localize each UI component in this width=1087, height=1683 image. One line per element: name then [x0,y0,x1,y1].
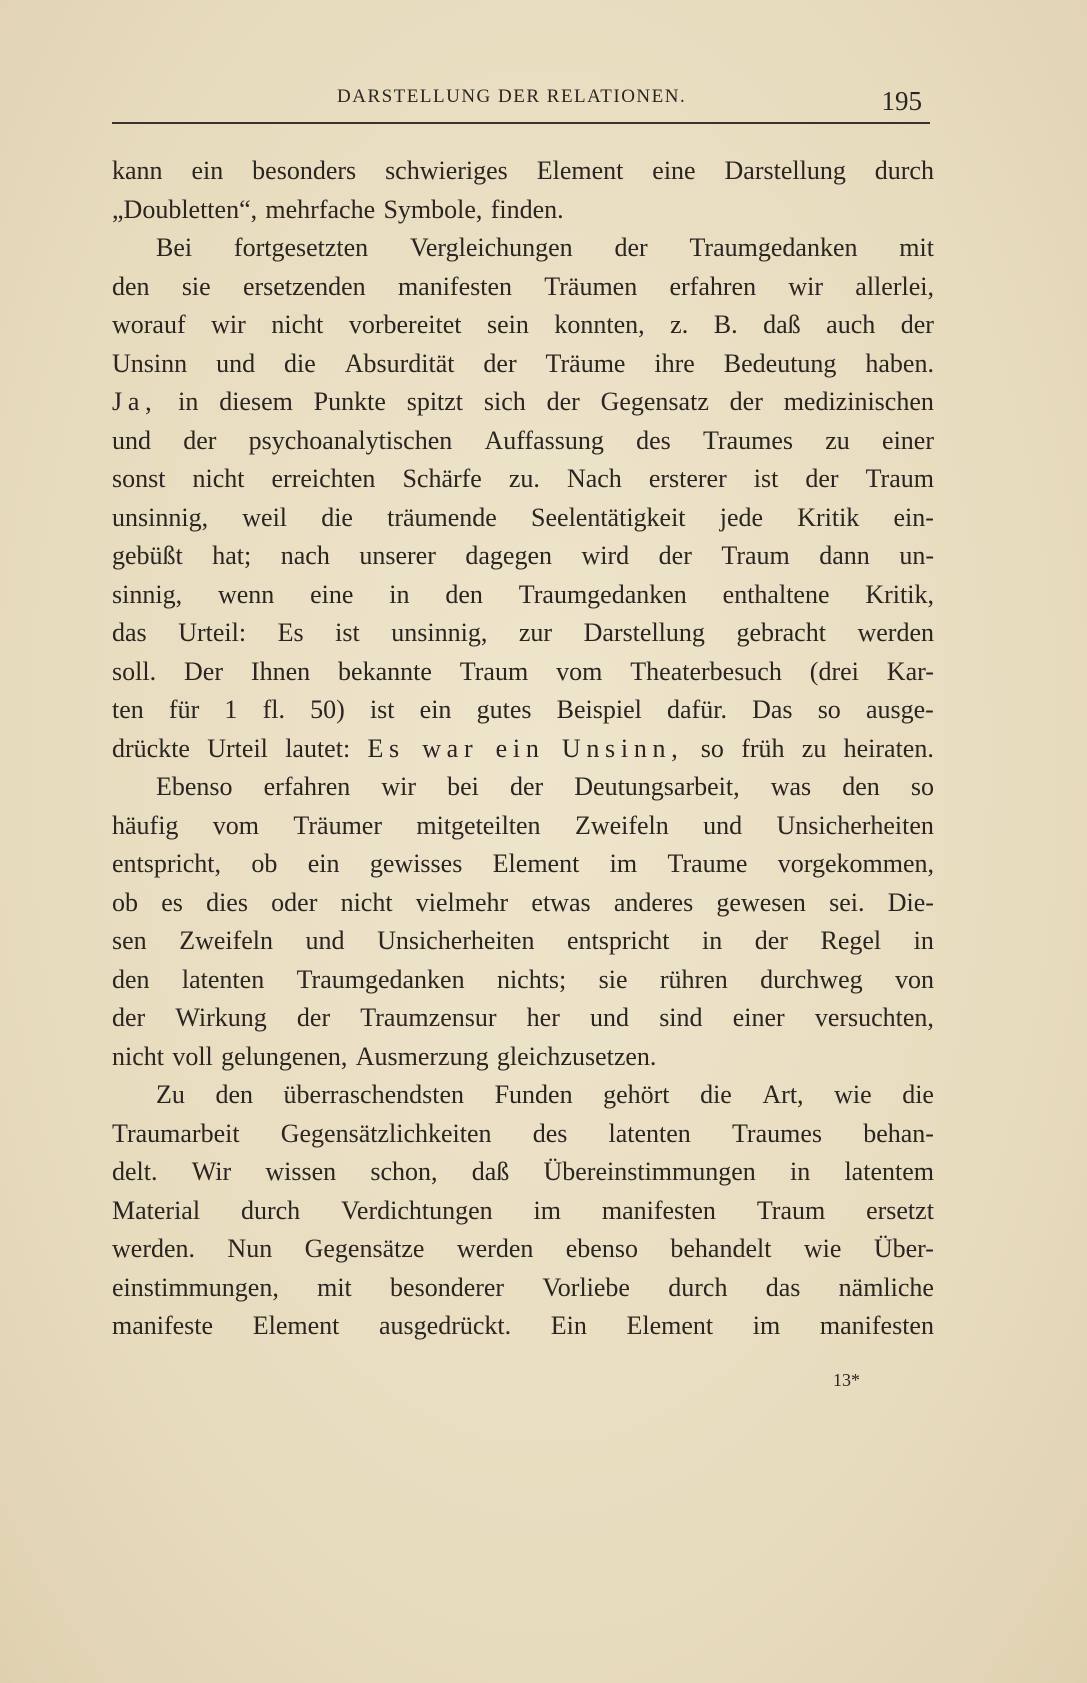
word: Element [626,1311,714,1340]
word: dagegen [465,541,552,570]
word: nach [280,541,330,570]
word: Unsinn [112,348,188,378]
word: war [422,733,479,763]
word: ihre [654,348,695,378]
text-line [112,691,934,730]
word: soll. [112,656,157,686]
word: Seelentätigkeit [531,502,686,532]
text-line [112,614,934,653]
word: Element [536,156,624,185]
word: sind [659,1003,703,1032]
word: im [609,849,638,878]
word: Traum [721,541,790,570]
word: Traumes [702,425,794,455]
word: besonders [252,156,357,185]
word: Symbole, [383,194,483,224]
word: medizinischen [783,387,934,416]
word: sie [181,271,211,301]
signature-mark: 13* [833,1370,860,1390]
word: Punkte [313,387,386,416]
text-line [112,730,934,769]
text-line [112,1230,934,1269]
word: erfahren [263,772,351,801]
word: Darstellung [583,618,705,647]
text-line [112,999,934,1038]
word: es [161,887,183,917]
word: die [321,502,353,532]
running-head [112,84,930,124]
word: ob [251,849,278,878]
word: so [700,733,724,763]
word: unserer [359,541,436,570]
word: Urteil [207,733,268,763]
word: von [894,964,934,994]
word: was [770,772,812,801]
word: die [284,348,316,378]
word: Theaterbesuch [630,656,782,686]
word: ist [753,464,779,493]
word: eine [310,579,354,609]
word: daß [471,1157,510,1186]
word: konnten, [554,310,645,339]
word: durch [874,156,934,185]
word: träumende [387,502,497,532]
word: durch [668,1272,728,1302]
text-line [112,460,934,499]
word: der [614,233,648,262]
word: so [817,695,841,724]
text-line [112,653,934,692]
word: heiraten. [843,733,934,763]
word: den [112,964,150,994]
word: ist [335,618,360,647]
text-line [112,1115,934,1154]
word: der [112,1003,146,1032]
word: Schärfe [402,464,482,493]
word: diesem [219,387,293,416]
word: werden [456,1234,534,1263]
word: Vorliebe [542,1272,630,1302]
word: ausgedrückt. [379,1311,512,1340]
word: werden. [112,1234,196,1263]
word: Absurdität [344,348,455,378]
word: Darstellung [724,156,846,185]
word: manifesten [397,271,513,301]
word: latentem [844,1157,934,1186]
word: jede [719,502,764,532]
text-line [112,306,934,345]
word: enthaltene [722,579,830,609]
header-rule [112,122,930,124]
word: latenten [608,1118,691,1148]
word: Übereinstimmungen [543,1157,756,1186]
word: Gegensätze [304,1234,425,1263]
word: nicht [192,464,245,493]
word: den [842,772,880,801]
word: zur [518,618,553,647]
word: drückte [112,733,190,763]
word: Verdichtungen [341,1195,493,1225]
word: Unsinn, [561,733,684,763]
word: Die- [887,887,934,917]
word: durchweg [760,964,863,994]
text-line [112,191,934,230]
word: 50) [310,695,345,724]
word: 1 [224,695,238,724]
word: manifesten [819,1311,934,1340]
word: ob [112,887,138,917]
word: durch [240,1195,301,1225]
word: vom [212,810,260,840]
word: Traumgedanken [518,579,687,609]
word: mitgeteilten [416,810,541,840]
word: der [509,772,544,801]
word: fl. [262,695,285,724]
word: Element [492,849,580,878]
word: Element [252,1311,340,1340]
word: Träumer [293,810,382,840]
word: Es [367,733,405,763]
word: Urteil: [178,618,247,647]
word: Unsicherheiten [377,926,535,955]
word: voll [172,1041,213,1071]
text-line [112,152,934,191]
word: Es [277,618,304,647]
word: kann [112,156,163,185]
word: ein [495,733,545,763]
word: spitzt [406,387,464,416]
word: nichts; [496,964,567,994]
word: weil [242,502,288,532]
text-line [112,422,934,461]
text-line [112,1307,934,1346]
word: sinnig, [112,579,183,609]
word: schon, [370,1157,438,1186]
word: sein [486,310,529,339]
word: gehört [603,1080,670,1109]
word: Zweifeln [179,926,274,955]
word: zu. [508,464,540,493]
word: in [389,579,410,609]
word: gewesen [716,887,806,917]
word: un- [899,541,934,570]
word: Ihnen [250,656,311,686]
text-line [112,922,934,961]
word: nicht [271,310,324,339]
word: Unsicherheiten [776,810,934,840]
word: Regel [820,926,882,955]
word: ebenso [565,1234,638,1263]
word: mit [899,233,934,262]
word: fortgesetzten [233,233,369,262]
text-line [112,345,934,384]
word: Nach [566,464,622,493]
body-text [112,152,934,1346]
word: latenten [181,964,265,994]
word: einer [882,425,934,455]
word: einstimmungen, [112,1272,279,1302]
text-line [112,845,934,884]
word: B. [713,310,738,339]
word: Kritik [797,502,860,532]
word: die [902,1080,934,1109]
word: erfahren [669,271,757,301]
page-number: 195 [881,86,922,116]
word: wissen [265,1157,337,1186]
word: in [178,387,199,416]
text-line [112,884,934,923]
running-head-title: DARSTELLUNG DER RELATIONEN. [337,86,687,107]
word: in [790,1157,811,1186]
word: gleichzusetzen. [496,1041,657,1071]
word: Wir [191,1157,232,1186]
word: zu [801,733,827,763]
word: der [658,541,692,570]
word: nämliche [838,1272,934,1302]
word: Art, [762,1080,804,1109]
word: das [112,618,147,647]
word: Material [112,1195,201,1225]
word: behandelt [670,1234,772,1263]
word: wie [803,1234,842,1263]
word: Vergleichungen [409,233,573,262]
word: früh [741,733,785,763]
word: entspricht, [112,849,222,878]
word: „Doubletten“, [112,194,258,224]
word: ein [307,849,340,878]
word: einer [732,1003,785,1032]
word: Traum [459,656,529,686]
word: den [112,271,150,301]
word: Träume [545,348,626,378]
word: Nun [227,1234,273,1263]
word: Beispiel [556,695,642,724]
word: wird [581,541,630,570]
word: so [910,772,934,801]
word: Traum [865,464,934,493]
word: der [729,387,763,416]
word: entspricht [566,926,670,955]
word: und [703,810,743,840]
word: Über- [873,1234,934,1263]
word: Deutungsarbeit, [574,772,740,801]
word: finden. [490,194,564,224]
word: Träumen [544,271,638,301]
word: der [754,926,788,955]
word: sie [598,964,628,994]
word: unsinnig, [112,502,209,532]
word: (drei [809,656,859,686]
text-line [112,1192,934,1231]
word: vorbereitet [348,310,462,339]
word: sen [112,926,147,955]
word: den [215,1080,253,1109]
text-line [112,383,934,422]
word: Zweifeln [574,810,669,840]
word: wenn [217,579,275,609]
word: allerlei, [855,271,934,301]
word: Traum [756,1195,826,1225]
word: daß [763,310,801,339]
word: Funden [494,1080,573,1109]
word: Kritik, [865,579,934,609]
word: Wirkung [175,1003,267,1032]
word: ist [369,695,395,724]
word: vielmehr [415,887,509,917]
text-line [112,1076,934,1115]
word: Bei [156,233,193,262]
word: bekannte [338,656,432,686]
word: werden [857,618,934,647]
word: ausge- [865,695,934,724]
word: Traumgedanken [296,964,465,994]
word: gewisses [369,849,463,878]
text-line [112,1269,934,1308]
word: Auffassung [484,425,604,455]
word: die [700,1080,732,1109]
word: delt. [112,1157,158,1186]
word: sich [483,387,526,416]
word: im [752,1311,781,1340]
word: gebracht [736,618,826,647]
word: Kar- [886,656,934,686]
word: Gegensätzlichkeiten [280,1118,492,1148]
word: wir [211,310,246,339]
word: und [216,348,256,378]
word: und [305,926,345,955]
word: z. [670,310,689,339]
word: wie [834,1080,872,1109]
word: Traumes [731,1118,823,1148]
word: worauf [112,310,186,339]
text-line [112,807,934,846]
word: dann [819,541,870,570]
word: dies [206,887,248,917]
word: auch [826,310,876,339]
word: Bedeutung [723,348,837,378]
word: Ebenso [156,772,233,801]
word: sonst [112,464,166,493]
word: erreichten [271,464,376,493]
text-line [112,229,934,268]
word: etwas [531,887,591,917]
word: bei [447,772,479,801]
text-line [112,1038,934,1077]
word: der [546,387,580,416]
word: Traumzensur [360,1003,497,1032]
word: Gegensatz [600,387,709,416]
word: manifesten [601,1195,716,1225]
word: wir [788,271,824,301]
text-line [112,576,934,615]
word: behan- [863,1118,934,1148]
word: Ausmerzung [355,1041,489,1071]
word: gelungenen, [221,1041,348,1071]
word: haben. [865,348,934,378]
word: in [913,926,934,955]
word: dafür. [667,695,727,724]
word: vom [556,656,603,686]
text-line [112,1153,934,1192]
word: Ja, [112,387,158,416]
word: des [532,1118,568,1148]
word: sei. [829,887,865,917]
word: mehrfache [265,194,376,224]
word: und [112,425,151,455]
word: gebüßt [112,541,183,570]
word: überraschendsten [283,1080,465,1109]
word: ten [112,695,144,724]
word: im [533,1195,561,1225]
word: häufig [112,810,179,840]
word: der [296,1003,331,1032]
word: besonderer [390,1272,505,1302]
word: Der [184,656,223,686]
word: Zu [156,1080,185,1109]
text-line [112,537,934,576]
word: nicht [340,887,393,917]
word: ersterer [648,464,727,493]
word: Traume [667,849,748,878]
word: mit [317,1272,352,1302]
word: psychoanalytischen [248,425,453,455]
word: eine [652,156,696,185]
word: ersetzt [866,1195,934,1225]
word: vorgekommen, [777,849,934,878]
word: wir [381,772,417,801]
word: nicht [112,1041,164,1071]
word: der [483,348,517,378]
text-line [112,961,934,1000]
word: ein- [893,502,934,532]
word: gutes [476,695,532,724]
word: manifeste [112,1311,214,1340]
word: des [636,425,671,455]
word: Traumarbeit [112,1118,240,1148]
word: in [702,926,723,955]
word: schwieriges [385,156,508,185]
word: Das [752,695,793,724]
word: der [805,464,839,493]
word: her [526,1003,560,1032]
word: der [183,425,217,455]
word: für [168,695,200,724]
word: ersetzenden [242,271,366,301]
word: unsinnig, [391,618,488,647]
word: lautet: [285,733,351,763]
word: und [590,1003,630,1032]
word: hat; [212,541,252,570]
word: den [445,579,483,609]
word: ein [191,156,224,185]
text-line [112,268,934,307]
word: zu [825,425,850,455]
word: Ein [550,1311,587,1340]
word: anderes [613,887,694,917]
word: das [765,1272,801,1302]
word: rühren [659,964,728,994]
word: versuchten, [814,1003,934,1032]
word: Traumgedanken [689,233,858,262]
word: der [900,310,934,339]
word: ein [419,695,452,724]
text-line [112,768,934,807]
word: oder [271,887,318,917]
text-line [112,499,934,538]
